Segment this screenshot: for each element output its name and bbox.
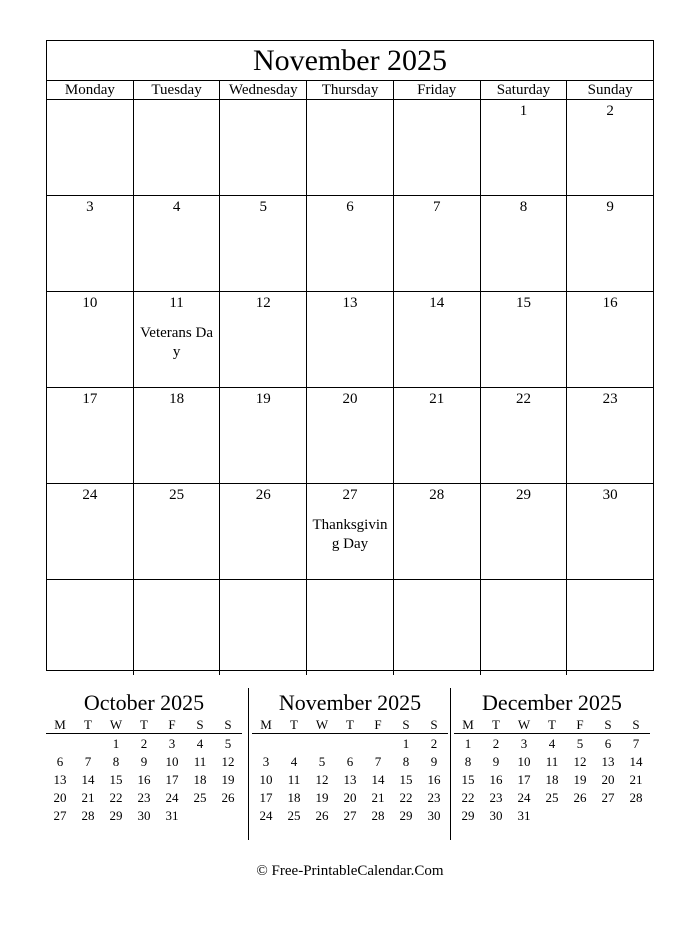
mini-day: 9 [140,754,148,769]
day-number: 21 [429,391,445,407]
mini-day: 9 [430,754,438,769]
mini-day: 19 [221,772,235,787]
mini-day: 11 [193,754,207,769]
day-cell [220,388,307,483]
calendar-week [47,388,653,484]
mini-day: 31 [165,808,179,823]
mini-day: 13 [53,772,67,787]
mini-day [252,735,280,753]
day-number: 17 [82,391,98,407]
calendar-week [47,580,653,675]
weekday-header [47,81,653,100]
mini-day: 17 [259,790,273,805]
mini-day: 18 [545,772,559,787]
mini-day: 20 [601,772,615,787]
day-cell [481,388,568,483]
day-cell [481,100,568,195]
mini-day: 22 [461,790,475,805]
day-cell [567,388,653,483]
mini-day: 30 [489,808,503,823]
mini-day: 28 [629,790,643,805]
mini-day [594,807,622,825]
mini-week [252,771,448,789]
mini-day: 21 [81,790,95,805]
mini-day: 9 [492,754,500,769]
day-cell [394,292,481,387]
mini-calendar-days [454,734,650,825]
mini-day: 27 [343,808,357,823]
mini-day: 26 [315,808,329,823]
mini-day: 28 [371,808,385,823]
day-number: 4 [172,199,181,215]
mini-week [454,735,650,753]
day-number: 30 [602,487,618,503]
day-cell [307,100,394,195]
mini-day: 7 [632,736,640,751]
mini-week [252,807,448,825]
day-cell [47,292,134,387]
day-cell [134,196,221,291]
mini-weekday-label: T [492,717,500,732]
day-cell [220,100,307,195]
mini-calendar-december [454,690,650,825]
mini-day [280,735,308,753]
mini-day: 13 [601,754,615,769]
day-number: 15 [515,295,531,311]
mini-day: 26 [573,790,587,805]
day-cell [47,484,134,579]
mini-day: 12 [315,772,329,787]
mini-weekday-label: S [604,717,612,732]
mini-calendar-title: December 2025 [482,690,622,715]
day-cell [134,292,221,387]
mini-day: 23 [137,790,151,805]
day-cell [394,100,481,195]
mini-day: 22 [109,790,123,805]
day-number: 3 [86,199,94,215]
mini-week [252,789,448,807]
mini-day [214,807,242,825]
day-cell [47,196,134,291]
mini-day: 14 [629,754,643,769]
weekday-label: Tuesday [134,81,221,99]
mini-day: 27 [601,790,615,805]
day-number: 11 [169,295,184,311]
mini-day: 17 [517,772,531,787]
mini-day: 11 [545,754,559,769]
day-cell [47,580,134,675]
day-cell [567,580,653,675]
calendar-week [47,196,653,292]
mini-day: 1 [402,736,410,751]
day-number: 13 [342,295,358,311]
mini-weekday-header [252,716,448,734]
day-cell [481,196,568,291]
mini-day: 12 [573,754,587,769]
mini-week [252,735,448,753]
mini-day: 27 [53,808,67,823]
mini-day: 7 [84,754,92,769]
mini-weekday-header [454,716,650,734]
mini-day: 8 [402,754,410,769]
mini-weekday-label: W [517,717,531,732]
day-cell [47,100,134,195]
mini-day: 30 [137,808,151,823]
mini-day: 5 [318,754,326,769]
day-number: 20 [342,391,358,407]
mini-day: 10 [259,772,273,787]
mini-weekday-label: W [109,717,123,732]
day-cell [220,484,307,579]
mini-day [566,807,594,825]
mini-day: 18 [193,772,207,787]
day-cell [134,484,221,579]
day-cell [134,388,221,483]
mini-day: 16 [427,772,441,787]
mini-weekday-label: F [374,717,382,732]
mini-day: 4 [548,736,556,751]
mini-weekday-label: T [346,717,354,732]
day-cell [567,100,653,195]
mini-day: 7 [374,754,382,769]
day-number: 9 [606,199,614,215]
day-number: 23 [602,391,618,407]
mini-day: 24 [165,790,179,805]
mini-day [186,807,214,825]
mini-weekday-label: M [462,717,474,732]
day-number: 28 [429,487,445,503]
mini-divider [450,688,451,840]
mini-weekday-label: S [430,717,438,732]
mini-day: 3 [168,736,176,751]
mini-week [454,807,650,825]
mini-day: 24 [259,808,273,823]
day-number: 27 [342,487,358,503]
mini-day: 12 [221,754,235,769]
day-number: 5 [259,199,268,215]
day-cell [394,580,481,675]
mini-day: 6 [56,754,64,769]
mini-day: 21 [629,772,643,787]
mini-day: 25 [545,790,559,805]
mini-week [454,753,650,771]
mini-weekday-label: S [402,717,410,732]
day-number: 22 [515,391,531,407]
mini-weekday-label: F [576,717,584,732]
mini-weekday-label: S [632,717,640,732]
calendar-week [47,292,653,388]
mini-day: 13 [343,772,357,787]
mini-day: 15 [109,772,123,787]
mini-day: 19 [573,772,587,787]
calendar-title: November 2025 [47,41,653,81]
day-number: 14 [429,295,445,311]
mini-calendar-days [252,734,448,825]
mini-day: 5 [576,736,584,751]
day-number: 19 [255,391,271,407]
mini-weekday-label: F [168,717,176,732]
mini-weekday-label: S [196,717,204,732]
calendar-grid [47,100,653,675]
weekday-label: Friday [394,81,481,99]
mini-day: 23 [427,790,441,805]
mini-calendar-title: October 2025 [83,690,205,715]
mini-week [46,789,242,807]
day-number: 6 [346,199,354,215]
day-cell [307,292,394,387]
mini-day: 21 [371,790,385,805]
mini-weekday-label: T [84,717,92,732]
footer-copyright: © Free-PrintableCalendar.Com [256,863,444,879]
mini-day: 14 [371,772,385,787]
mini-day: 8 [464,754,472,769]
day-cell [220,580,307,675]
mini-day: 3 [262,754,270,769]
mini-calendar-october [46,690,242,825]
main-calendar [46,40,654,671]
mini-day [538,807,566,825]
mini-day: 6 [604,736,612,751]
day-cell [567,292,653,387]
mini-week [46,807,242,825]
day-cell [307,388,394,483]
mini-day [364,735,392,753]
mini-week [252,753,448,771]
day-cell [567,484,653,579]
mini-day: 20 [343,790,357,805]
day-cell [394,196,481,291]
holiday-label: Veterans Day [140,325,214,360]
mini-weekday-header [46,716,242,734]
day-cell [307,484,394,579]
mini-day: 22 [399,790,413,805]
mini-week [454,771,650,789]
mini-calendar-november [252,690,448,825]
mini-week [46,753,242,771]
mini-day: 10 [517,754,531,769]
calendar-week [47,484,653,580]
mini-day: 2 [492,736,500,751]
mini-day: 29 [461,808,475,823]
day-number: 29 [515,487,531,503]
day-number: 25 [169,487,185,503]
mini-day: 30 [427,808,441,823]
day-number: 8 [519,199,528,215]
mini-week [454,789,650,807]
mini-day: 6 [346,754,354,769]
mini-day: 31 [517,808,531,823]
day-number: 18 [169,391,185,407]
mini-day: 23 [489,790,503,805]
day-cell [47,388,134,483]
mini-day: 28 [81,808,95,823]
mini-day [622,807,650,825]
mini-day: 11 [287,772,301,787]
mini-weekday-label: M [260,717,272,732]
mini-weekday-label: T [548,717,556,732]
mini-day: 29 [399,808,413,823]
holiday-label: Thanksgiving Day [312,517,388,552]
mini-day: 3 [520,736,528,751]
mini-day: 24 [517,790,531,805]
mini-day: 4 [290,754,298,769]
mini-day: 16 [489,772,503,787]
day-cell [394,388,481,483]
day-cell [481,484,568,579]
mini-day: 29 [109,808,123,823]
weekday-label: Saturday [481,81,568,99]
mini-day: 25 [193,790,207,805]
mini-day: 16 [137,772,151,787]
day-cell [307,580,394,675]
mini-day: 25 [287,808,301,823]
calendar-week [47,100,653,196]
day-number: 10 [82,295,98,311]
day-number: 16 [602,295,618,311]
mini-weekday-label: T [290,717,298,732]
day-cell [220,196,307,291]
mini-weekday-label: T [140,717,148,732]
mini-day: 5 [224,736,232,751]
day-cell [134,580,221,675]
mini-day [336,735,364,753]
mini-day: 2 [140,736,148,751]
day-cell [394,484,481,579]
day-cell [567,196,653,291]
weekday-label: Wednesday [220,81,307,99]
mini-day: 20 [53,790,67,805]
mini-day: 15 [399,772,413,787]
weekday-label: Sunday [587,82,633,98]
day-cell [307,196,394,291]
mini-weekday-label: W [315,717,329,732]
day-cell [134,100,221,195]
mini-calendar-days [46,734,242,825]
mini-weekday-label: S [224,717,232,732]
mini-day: 4 [196,736,204,751]
mini-day: 14 [81,772,95,787]
day-cell [481,292,568,387]
day-number: 1 [519,103,528,119]
mini-day: 26 [221,790,235,805]
mini-day [74,735,102,753]
mini-divider [248,688,249,840]
mini-week [46,735,242,753]
weekday-label: Thursday [307,81,394,99]
mini-day: 2 [430,736,438,751]
mini-day: 1 [112,736,120,751]
mini-day: 19 [315,790,329,805]
mini-day [46,735,74,753]
mini-calendar-title: November 2025 [278,690,422,715]
day-number: 7 [432,199,441,215]
mini-day: 10 [165,754,179,769]
mini-week [46,771,242,789]
mini-weekday-label: M [54,717,66,732]
mini-day: 15 [461,772,475,787]
mini-day [308,735,336,753]
day-cell [481,580,568,675]
day-number: 12 [255,295,271,311]
mini-day: 1 [464,736,472,751]
mini-day: 17 [165,772,179,787]
day-number: 24 [82,487,98,503]
mini-day: 18 [287,790,301,805]
day-number: 26 [255,487,271,503]
day-number: 2 [606,103,614,119]
mini-day: 8 [112,754,120,769]
weekday-label: Monday [47,81,134,99]
day-cell [220,292,307,387]
